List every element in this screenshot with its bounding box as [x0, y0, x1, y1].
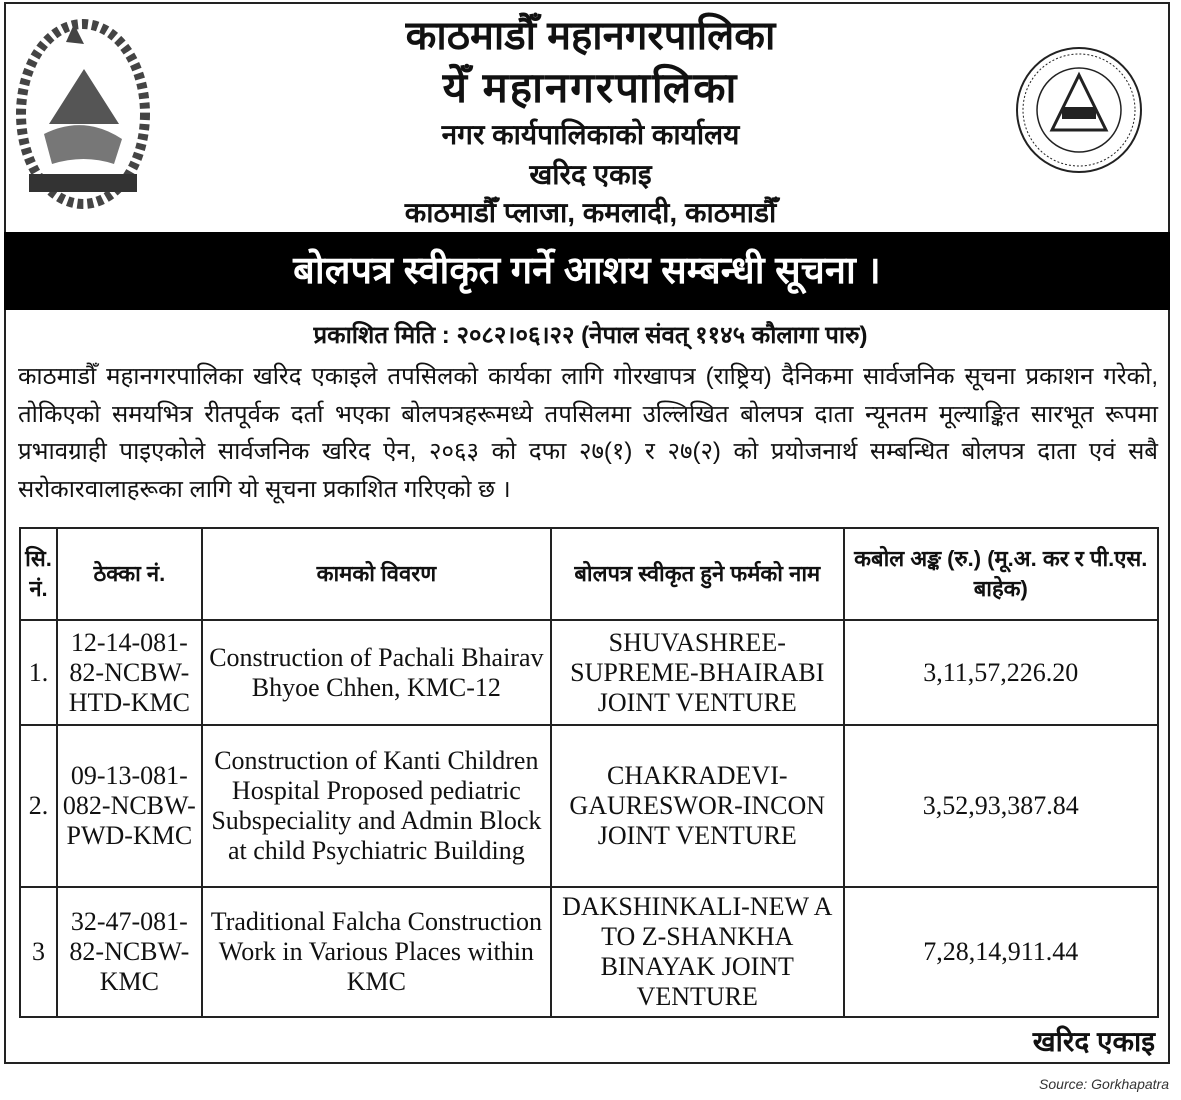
cell-sn: 2.	[20, 725, 57, 887]
cell-work: Traditional Falcha Construction Work in Various Places within KMC	[202, 887, 551, 1017]
cell-contract: 32-47-081-82-NCBW-KMC	[57, 887, 202, 1017]
cell-contract: 12-14-081-82-NCBW-HTD-KMC	[57, 620, 202, 725]
footer-signature: खरिद एकाइ	[1032, 1026, 1155, 1057]
address: काठमाडौँ प्लाजा, कमलादी, काठमाडौँ	[404, 197, 777, 228]
office-title: काठमाडौँ महानगरपालिका	[405, 14, 776, 58]
cell-work: Construction of Kanti Children Hospital Proposed pediatric Subspeciality and Admin Block at child Psychiatric Building	[202, 725, 551, 887]
cell-sn: 3	[20, 887, 57, 1017]
award-table	[19, 527, 1159, 1018]
cell-amount: 3,11,57,226.20	[844, 620, 1158, 725]
office-title-newari: येँ महानगरपालिका	[442, 64, 739, 111]
published-date: प्रकाशित मिति : २०८२।०६।२२ (नेपाल संवत् ११४५ कौलागा पारु)	[313, 322, 868, 349]
table-row	[20, 620, 1158, 725]
cell-firm: DAKSHINKALI-NEW A TO Z-SHANKHA BINAYAK JOINT VENTURE	[551, 887, 844, 1017]
header-firm: बोलपत्र स्वीकृत हुने फर्मको नाम	[551, 528, 844, 620]
table-header	[20, 528, 1158, 620]
cell-firm: SHUVASHREE-SUPREME-BHAIRABI JOINT VENTURE	[551, 620, 844, 725]
cell-contract: 09-13-081-082-NCBW-PWD-KMC	[57, 725, 202, 887]
cell-sn: 1.	[20, 620, 57, 725]
source-credit: Source: Gorkhapatra	[1039, 1076, 1169, 1092]
office-name: नगर कार्यपालिकाको कार्यालय	[441, 119, 740, 150]
notice-body: काठमाडौँ महानगरपालिका खरिद एकाइले तपसिलको कार्यका लागि गोरखापत्र (राष्ट्रिय) दैनिकमा सार्वजनिक सूचना प्रकाशन गरेको, तोकिएको समयभित्र रीतपूर्वक दर्ता भएका बोलपत्रहरूमध्ये तपसिलमा उल्लिखित बोलपत्र दाता न्यूनतम मूल्याङ्कित सारभूत रूपमा प्रभावग्राही पाइएकोले सार्वजनिक खरिद ऐन, २०६३ को दफा २७(१) र २७(२) को प्रयोजनार्थ सम्बन्धित बोलपत्र दाता एवं सबै सरोकारवालाहरूका लागि यो सूचना प्रकाशित गरिएको छ ।	[18, 363, 1158, 503]
header-sn: सि. नं.	[20, 528, 57, 620]
cell-firm: CHAKRADEVI-GAURESWOR-INCON JOINT VENTURE	[551, 725, 844, 887]
cell-amount: 7,28,14,911.44	[844, 887, 1158, 1017]
cell-amount: 3,52,93,387.84	[844, 725, 1158, 887]
cell-work: Construction of Pachali Bhairav Bhyoe Chhen, KMC-12	[202, 620, 551, 725]
notice-banner: बोलपत्र स्वीकृत गर्ने आशय सम्बन्धी सूचना ।	[4, 232, 1170, 310]
header-amount: कबोल अङ्क (रु.) (मू.अ. कर र पी.एस. बाहेक)	[844, 528, 1158, 620]
table-row	[20, 887, 1158, 1017]
unit-name: खरिद एकाइ	[529, 159, 652, 190]
header-work: कामको विवरण	[202, 528, 551, 620]
header-contract: ठेक्का नं.	[57, 528, 202, 620]
table-row	[20, 725, 1158, 887]
